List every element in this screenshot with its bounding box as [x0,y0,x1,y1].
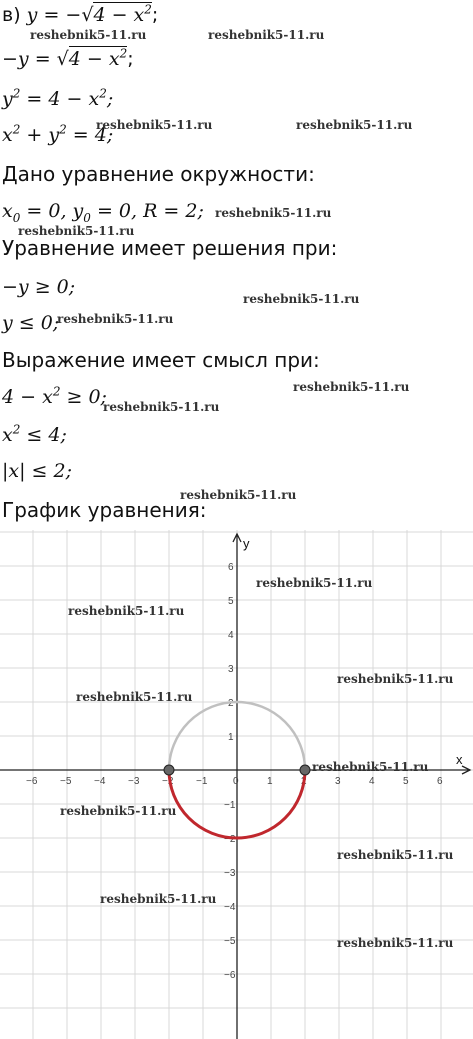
eq-3-c: ; [106,88,114,110]
y-axis-label: y [243,536,250,551]
watermark: reshebnik5-11.ru [296,118,413,132]
watermark: reshebnik5-11.ru [337,936,454,950]
ineq-5: |x| ≤ 2; [2,460,73,482]
radius-val: = 0, R = 2; [90,200,204,222]
watermark: reshebnik5-11.ru [312,760,429,774]
square-exp: 2 [59,122,67,137]
text-solutions: Уравнение имеет решения при: [2,236,338,260]
sqrt-radicand-2 [69,46,127,70]
x-tick-label: 2 [301,776,307,787]
watermark: reshebnik5-11.ru [337,848,454,862]
ineq-2: y ≤ 0; [2,312,60,334]
radicand-1: 4 − x [93,4,145,26]
x0-val: = 0, y [20,200,84,222]
y-tick-label: −1 [224,800,236,811]
y-tick-label: −2 [224,834,236,845]
eq-4-a: x [2,124,13,146]
watermark: reshebnik5-11.ru [256,576,373,590]
y-tick-label: −6 [224,970,236,981]
x-tick-label: 5 [403,776,409,787]
sqrt-radicand-1 [93,2,151,26]
watermark: reshebnik5-11.ru [215,206,332,220]
watermark: reshebnik5-11.ru [243,292,360,306]
eq-line-1: в) $y = -√4 - x^2$; [2,2,159,26]
x-tick-label: −1 [196,776,208,787]
x-axis-label: x [456,752,463,767]
y-tick-label: −5 [224,936,236,947]
watermark: reshebnik5-11.ru [293,380,410,394]
watermark: reshebnik5-11.ru [96,118,213,132]
square-exp: 2 [52,384,61,399]
ineq-1: −y ≥ 0; [2,276,76,298]
eq-line-3 [2,88,113,110]
x-tick-label: −4 [94,776,106,787]
eq-1-end: ; [151,4,159,26]
watermark: reshebnik5-11.ru [68,604,185,618]
eq-line-center [2,200,204,225]
ineq-4-a: x [2,424,13,446]
y-tick-label: 5 [228,596,234,607]
text-domain: Выражение имеет смысл при: [2,348,320,372]
eq-2-lhs: −y = [2,48,57,70]
watermark: reshebnik5-11.ru [30,28,147,42]
watermark: reshebnik5-11.ru [337,672,454,686]
square-exp: 2 [99,86,107,101]
y-tick-label: 4 [228,630,234,641]
text-graph: График уравнения: [2,498,207,522]
y-tick-label: 6 [228,562,234,573]
x-tick-label: 4 [369,776,375,787]
watermark: reshebnik5-11.ru [18,224,135,238]
x0-sub: 0 [12,210,21,225]
y0-sub: 0 [83,210,91,225]
watermark: reshebnik5-11.ru [60,804,177,818]
eq-2-end: ; [127,48,134,70]
ineq-4 [2,424,67,446]
endpoint-dot [164,765,174,775]
x-tick-label: −6 [26,776,38,787]
watermark: reshebnik5-11.ru [208,28,325,42]
x-tick-label: 1 [267,776,273,787]
x-tick-label: 3 [335,776,341,787]
text-circle-eq: Дано уравнение окружности: [2,162,315,186]
watermark: reshebnik5-11.ru [57,312,174,326]
y-tick-label: 3 [228,664,234,675]
x0-var: x [2,200,13,222]
square-exp: 2 [12,86,21,101]
x-tick-label: 6 [437,776,443,787]
watermark: reshebnik5-11.ru [100,892,217,906]
radicand-2: 4 − x [68,48,120,70]
y-tick-label: 1 [228,732,234,743]
x-tick-label: −5 [60,776,72,787]
square-exp: 2 [12,122,21,137]
x-tick-label: −3 [128,776,140,787]
eq-4-b: + y [20,124,60,146]
watermark: reshebnik5-11.ru [103,400,220,414]
square-exp: 2 [12,422,21,437]
eq-1-lhs: y = − [26,4,82,26]
square-exp: 2 [144,2,152,17]
eq-3-b: = 4 − x [20,88,100,110]
ineq-4-b: ≤ 4; [20,424,67,446]
eq-4-c: = 4; [66,124,114,146]
part-label: в) [2,4,21,26]
ineq-3-a: 4 − x [2,386,53,408]
x-tick-label: −2 [162,776,174,787]
square-exp: 2 [119,46,128,61]
x-tick-label: 0 [233,776,239,787]
watermark: reshebnik5-11.ru [76,690,193,704]
ineq-3-b: ≥ 0; [60,386,107,408]
eq-line-2: $-y = √4 - x^2$; [2,46,134,70]
y-tick-label: 2 [228,698,234,709]
endpoint-dot [300,765,310,775]
y-tick-label: −4 [224,902,236,913]
eq-3-a: y [2,88,13,110]
y-tick-label: −3 [224,868,236,879]
watermark: reshebnik5-11.ru [180,488,297,502]
ineq-3 [2,386,107,408]
